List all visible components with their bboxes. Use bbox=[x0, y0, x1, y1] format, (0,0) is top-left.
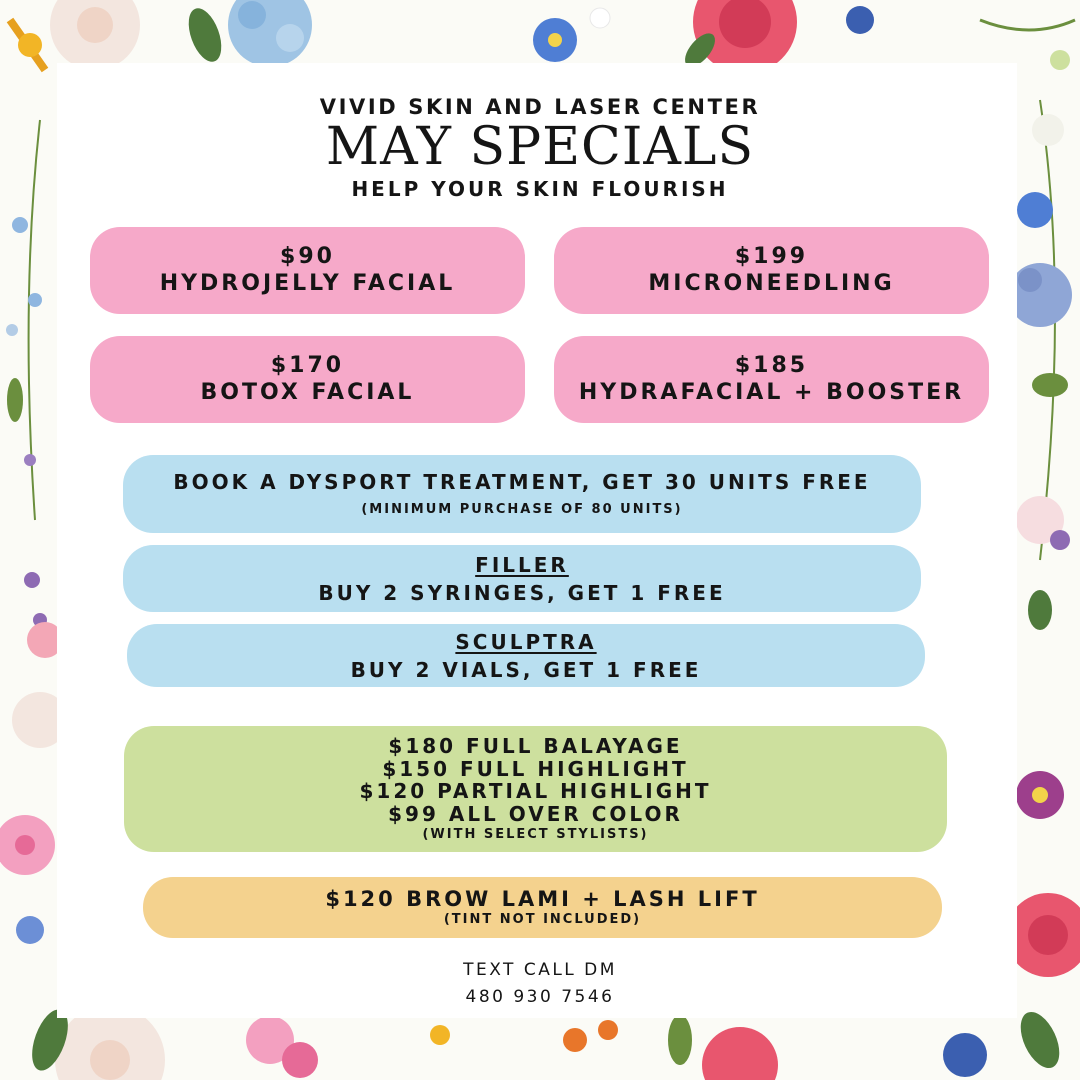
special-name: HYDROJELLY FACIAL bbox=[159, 270, 456, 296]
hair-note: (WITH SELECT STYLISTS) bbox=[422, 827, 649, 842]
brow-lash-offer bbox=[143, 877, 942, 938]
special-name: MICRONEEDLING bbox=[648, 270, 895, 296]
phone-number: 480 930 7546 bbox=[465, 987, 615, 1007]
right-flowers bbox=[1006, 100, 1080, 977]
filler-offer bbox=[123, 545, 921, 612]
special-botox-facial bbox=[90, 336, 525, 423]
special-hydrojelly-facial bbox=[90, 227, 525, 314]
special-price: $199 bbox=[734, 244, 809, 270]
sculptra-heading: SCULPTRA bbox=[455, 629, 597, 654]
special-price: $170 bbox=[270, 353, 345, 379]
page-title: MAY SPECIALS bbox=[325, 117, 755, 177]
special-price: $90 bbox=[280, 244, 335, 270]
hair-line: $150 FULL HIGHLIGHT bbox=[382, 756, 689, 781]
specials-card bbox=[57, 63, 1017, 1018]
business-name: VIVID SKIN AND LASER CENTER bbox=[319, 95, 761, 119]
special-microneedling bbox=[554, 227, 989, 314]
dysport-offer bbox=[123, 455, 921, 533]
hair-line: $180 FULL BALAYAGE bbox=[388, 734, 683, 759]
brow-note: (TINT NOT INCLUDED) bbox=[443, 912, 642, 928]
hair-line: $120 PARTIAL HIGHLIGHT bbox=[359, 779, 712, 804]
special-hydrafacial-booster bbox=[554, 336, 989, 423]
filler-heading: FILLER bbox=[475, 552, 569, 577]
special-name: HYDRAFACIAL + BOOSTER bbox=[578, 379, 965, 405]
dysport-note: (MINIMUM PURCHASE OF 80 UNITS) bbox=[361, 502, 683, 518]
hair-line: $99 ALL OVER COLOR bbox=[388, 801, 683, 826]
sculptra-offer bbox=[127, 624, 925, 687]
hair-color-specials bbox=[124, 726, 947, 852]
special-name: BOTOX FACIAL bbox=[200, 379, 415, 405]
contact-methods: TEXT CALL DM bbox=[463, 960, 617, 980]
sculptra-offer-text: BUY 2 VIALS, GET 1 FREE bbox=[350, 657, 702, 682]
special-price: $185 bbox=[734, 353, 809, 379]
dysport-offer-text: BOOK A DYSPORT TREATMENT, GET 30 UNITS FREE bbox=[173, 470, 871, 495]
brow-offer-text: $120 BROW LAMI + LASH LIFT bbox=[325, 887, 760, 912]
tagline: HELP YOUR SKIN FLOURISH bbox=[351, 177, 729, 201]
filler-offer-text: BUY 2 SYRINGES, GET 1 FREE bbox=[318, 580, 726, 605]
